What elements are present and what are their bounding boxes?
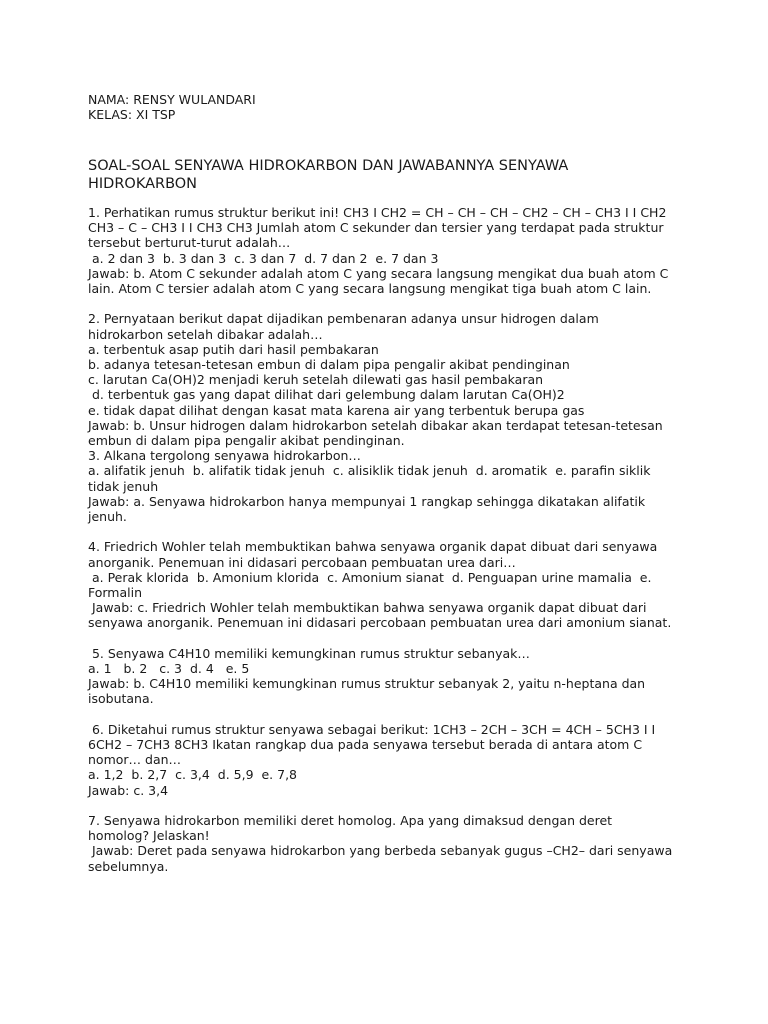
text-line: jenuh. — [88, 509, 127, 525]
paragraph-spacer — [88, 798, 688, 813]
text-line: 2. Pernyataan berikut dapat dijadikan pembenaran adanya unsur hidrogen dalam — [88, 311, 599, 327]
text-line: anorganik. Penemuan ini didasari percobaan pembuatan urea dari… — [88, 554, 516, 570]
text-line: embun di dalam pipa pengalir akibat pendinginan. — [88, 433, 405, 449]
text-line: isobutana. — [88, 691, 154, 707]
question-block — [88, 722, 688, 798]
text-line: 7. Senyawa hidrokarbon memiliki deret homolog. Apa yang dimaksud dengan deret — [88, 813, 613, 829]
question-list — [88, 205, 688, 874]
text-line: a. Perak klorida b. Amonium klorida c. Amonium sianat d. Penguapan urine mamalia e. — [88, 569, 652, 585]
text-line: senyawa anorganik. Penemuan ini didasari percobaan pembuatan urea dari amonium sianat. — [88, 615, 672, 631]
text-line: Jawab: b. C4H10 memiliki kemungkinan rumus struktur sebanyak 2, yaitu n-heptana dan — [88, 676, 646, 692]
text-line: tidak jenuh — [88, 478, 159, 494]
paragraph-spacer — [88, 296, 688, 311]
question-block — [88, 646, 688, 707]
text-line: a. alifatik jenuh b. alifatik tidak jenuh c. alisiklik tidak jenuh d. aromatik e. parafin siklik — [88, 463, 651, 479]
text-line: Jawab: Deret pada senyawa hidrokarbon yang berbeda sebanyak gugus –CH2– dari senyawa — [88, 843, 673, 859]
text-line: hidrokarbon setelah dibakar adalah… — [88, 326, 323, 342]
text-line: tersebut berturut-turut adalah… — [88, 235, 291, 251]
text-line: CH3 – C – CH3 I I CH3 CH3 Jumlah atom C sekunder dan tersier yang terdapat pada struktur — [88, 220, 664, 236]
paragraph-spacer — [88, 524, 688, 539]
text-line: a. terbentuk asap putih dari hasil pembakaran — [88, 341, 379, 357]
student-class: KELAS: XI TSP — [88, 107, 176, 122]
question-block — [88, 813, 688, 874]
text-line: d. terbentuk gas yang dapat dilihat dari gelembung dalam larutan Ca(OH)2 — [88, 387, 565, 403]
text-line: 3. Alkana tergolong senyawa hidrokarbon… — [88, 448, 361, 464]
document-title-line: SOAL-SOAL SENYAWA HIDROKARBON DAN JAWABANNYA SENYAWA — [88, 158, 569, 174]
text-line: Jawab: a. Senyawa hidrokarbon hanya mempunyai 1 rangkap sehingga dikatakan alifatik — [88, 493, 646, 509]
document-title-line: HIDROKARBON — [88, 176, 198, 192]
document-title — [88, 157, 688, 193]
text-line: 5. Senyawa C4H10 memiliki kemungkinan rumus struktur sebanyak… — [88, 645, 530, 661]
text-line: e. tidak dapat dilihat dengan kasat mata karena air yang terbentuk berupa gas — [88, 402, 585, 418]
text-line: 6CH2 – 7CH3 8CH3 Ikatan rangkap dua pada senyawa tersebut berada di antara atom C — [88, 737, 643, 753]
document-page — [88, 92, 688, 874]
text-line: Jawab: b. Atom C sekunder adalah atom C yang secara langsung mengikat dua buah atom C — [88, 265, 669, 281]
text-line: b. adanya tetesan-tetesan embun di dalam pipa pengalir akibat pendinginan — [88, 357, 570, 373]
text-line: lain. Atom C tersier adalah atom C yang secara langsung mengikat tiga buah atom C lain. — [88, 281, 652, 297]
paragraph-spacer — [88, 631, 688, 646]
question-block — [88, 205, 688, 296]
text-line: Jawab: c. 3,4 — [88, 782, 169, 798]
question-block — [88, 539, 688, 630]
text-line: c. larutan Ca(OH)2 menjadi keruh setelah dilewati gas hasil pembakaran — [88, 372, 544, 388]
paragraph-spacer — [88, 707, 688, 722]
text-line: homolog? Jelaskan! — [88, 828, 210, 844]
text-line: nomor… dan… — [88, 752, 182, 768]
text-line: Jawab: c. Friedrich Wohler telah membuktikan bahwa senyawa organik dapat dibuat dari — [88, 600, 647, 616]
text-line: a. 1 b. 2 c. 3 d. 4 e. 5 — [88, 661, 250, 677]
text-line: a. 1,2 b. 2,7 c. 3,4 d. 5,9 e. 7,8 — [88, 767, 298, 783]
student-name: NAMA: RENSY WULANDARI — [88, 92, 256, 107]
text-line: Formalin — [88, 585, 143, 601]
text-line: 6. Diketahui rumus struktur senyawa sebagai berikut: 1CH3 – 2CH – 3CH = 4CH – 5CH3 I I — [88, 721, 656, 737]
question-block — [88, 311, 688, 524]
text-line: Jawab: b. Unsur hidrogen dalam hidrokarbon setelah dibakar akan terdapat tetesan-tetesan — [88, 417, 663, 433]
text-line: 1. Perhatikan rumus struktur berikut ini! CH3 I CH2 = CH – CH – CH – CH2 – CH – CH3 I I CH2 — [88, 205, 667, 220]
text-line: sebelumnya. — [88, 858, 169, 874]
text-line: a. 2 dan 3 b. 3 dan 3 c. 3 dan 7 d. 7 dan 2 e. 7 dan 3 — [88, 250, 439, 266]
text-line: 4. Friedrich Wohler telah membuktikan bahwa senyawa organik dapat dibuat dari senyawa — [88, 539, 658, 555]
